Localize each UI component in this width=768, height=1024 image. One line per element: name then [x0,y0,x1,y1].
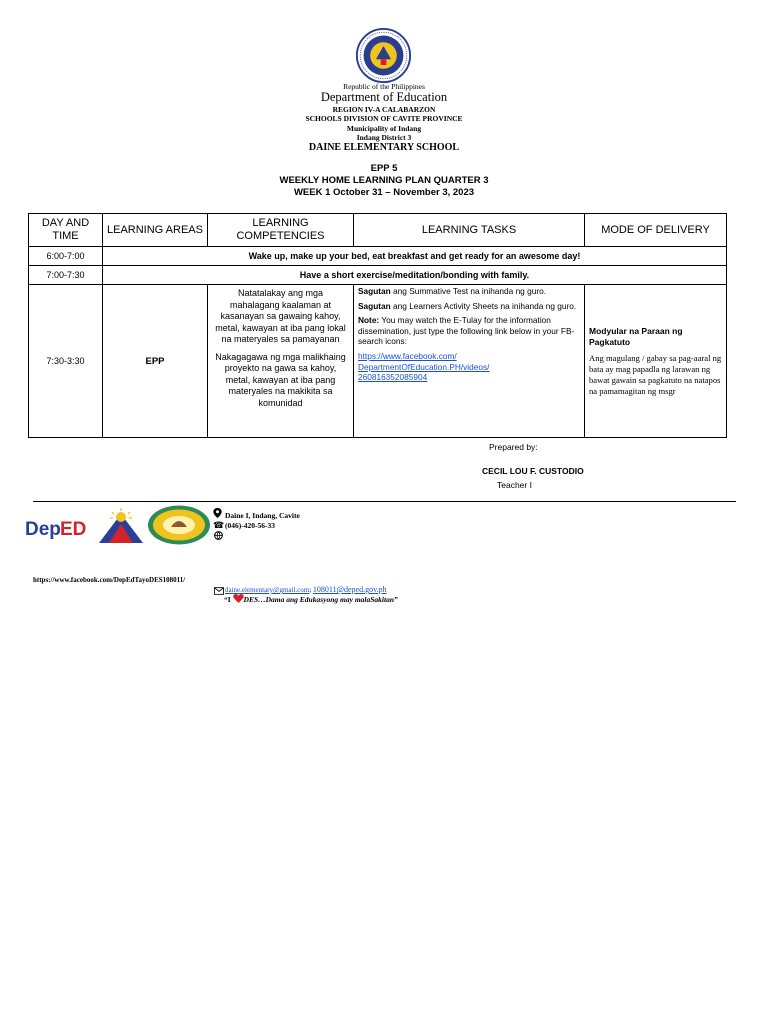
column-header: LEARNING TASKS [354,214,585,247]
table-header-row [29,214,727,247]
deped-logo-icon [25,512,87,542]
table-row [29,266,727,285]
municipality-line: Municipality of Indang [346,124,422,133]
competencies-cell [208,285,354,438]
video-link[interactable]: https://www.facebook.com/ DepartmentOfEducation.PH/videos/ 260816352085904 [358,350,490,383]
mode-title: Modyular na Paraan ng Pagkatuto [589,325,683,347]
task-item: Sagutan ang Summative Test na inihanda ng guro. [358,286,547,296]
competency-text: Nakagagawa ng mga malikhaing proyekto na gawa sa kahoy, metal, kawayan at iba pang materyales na makikita sa komunidad [215,351,346,408]
mode-description: Ang magulang / gabay sa pag-aaral ng bata ay mag papadla ng larawan ng bawat gawain sa pagkatuto na natapos na pamamagitan ng msgr [589,352,722,396]
column-header: LEARNING COMPETENCIES [208,214,354,247]
task-note: Note: You may watch the E-Tulay for the information dissemination, just type the following link below in your FB- search icons: [358,315,575,347]
tasks-cell [354,285,585,438]
time-cell: 7:00-7:30 [29,266,103,285]
globe-icon [214,531,223,540]
table-row [29,247,727,266]
telephone-icon: ☎ [213,520,225,530]
heart-icon [233,594,244,603]
email-link[interactable]: daine.elementary@gmail.com [225,586,310,594]
school-name: DAINE ELEMENTARY SCHOOL [308,142,460,153]
footer-phone: (046)-420-56-33 [225,521,275,530]
facebook-link[interactable]: https://www.facebook.com/DepEdTayoDES108011/ [33,576,186,584]
division-line: SCHOOLS DIVISION OF CAVITE PROVINCE [305,114,463,123]
column-header: LEARNING AREAS [103,214,208,247]
learning-area-cell: EPP [103,285,208,438]
deped-seal-icon [355,27,412,84]
time-cell: 7:30-3:30 [29,285,103,438]
school-logo-icon [147,505,211,545]
teacher-name: CECIL LOU F. CUSTODIO [482,466,584,476]
column-header: DAY AND TIME [29,214,103,247]
table-row [29,285,727,438]
subject-title: EPP 5 [370,163,398,174]
footer-address: Daine I, Indang, Cavite [225,511,300,520]
republic-line: Republic of the Philippines [343,82,425,91]
prepared-by-label: Prepared by: [489,442,538,452]
email-line: daine.elementary@gmail.com; 108011@deped.gov.ph [225,585,387,594]
deped-logo [25,512,87,542]
mode-of-delivery-cell [585,285,727,438]
envelope-icon [214,587,224,595]
email-link[interactable]: 108011@deped.gov.ph [312,585,387,594]
column-header: MODE OF DELIVERY [585,214,727,247]
svg-text:ED: ED [60,519,87,540]
competency-text: Natatalakay ang mga mahalagang kaalaman at kasanayan sa gawaing kahoy, metal, kawayan at iba pang lokal na materyales sa pamayanan [215,288,346,344]
routine-activity: Wake up, make up your bed, eat breakfast and get ready for an awesome day! [103,247,727,266]
routine-activity: Have a short exercise/meditation/bonding with family. [103,266,727,285]
footer-divider [33,501,736,502]
time-cell: 6:00-7:00 [29,247,103,266]
learning-plan-table [28,213,727,438]
svg-text:Dep: Dep [25,519,61,540]
task-item: Sagutan ang Learners Activity Sheets na inihanda ng guro. [358,300,577,311]
school-slogan: “I DES…Dama ang Edukasyong may malaSakitan” [224,595,398,604]
week-title: WEEK 1 October 31 – November 3, 2023 [293,187,475,198]
teacher-position: Teacher I [497,480,532,490]
region-line: REGION IV-A CALABARZON [332,105,436,114]
plan-title: WEEKLY HOME LEARNING PLAN QUARTER 3 [279,175,489,186]
district-line: Indang District 3 [356,133,412,142]
location-pin-icon [213,508,222,518]
bagong-pilipinas-logo-icon [97,508,145,544]
department-name: Department of Education [320,90,448,104]
